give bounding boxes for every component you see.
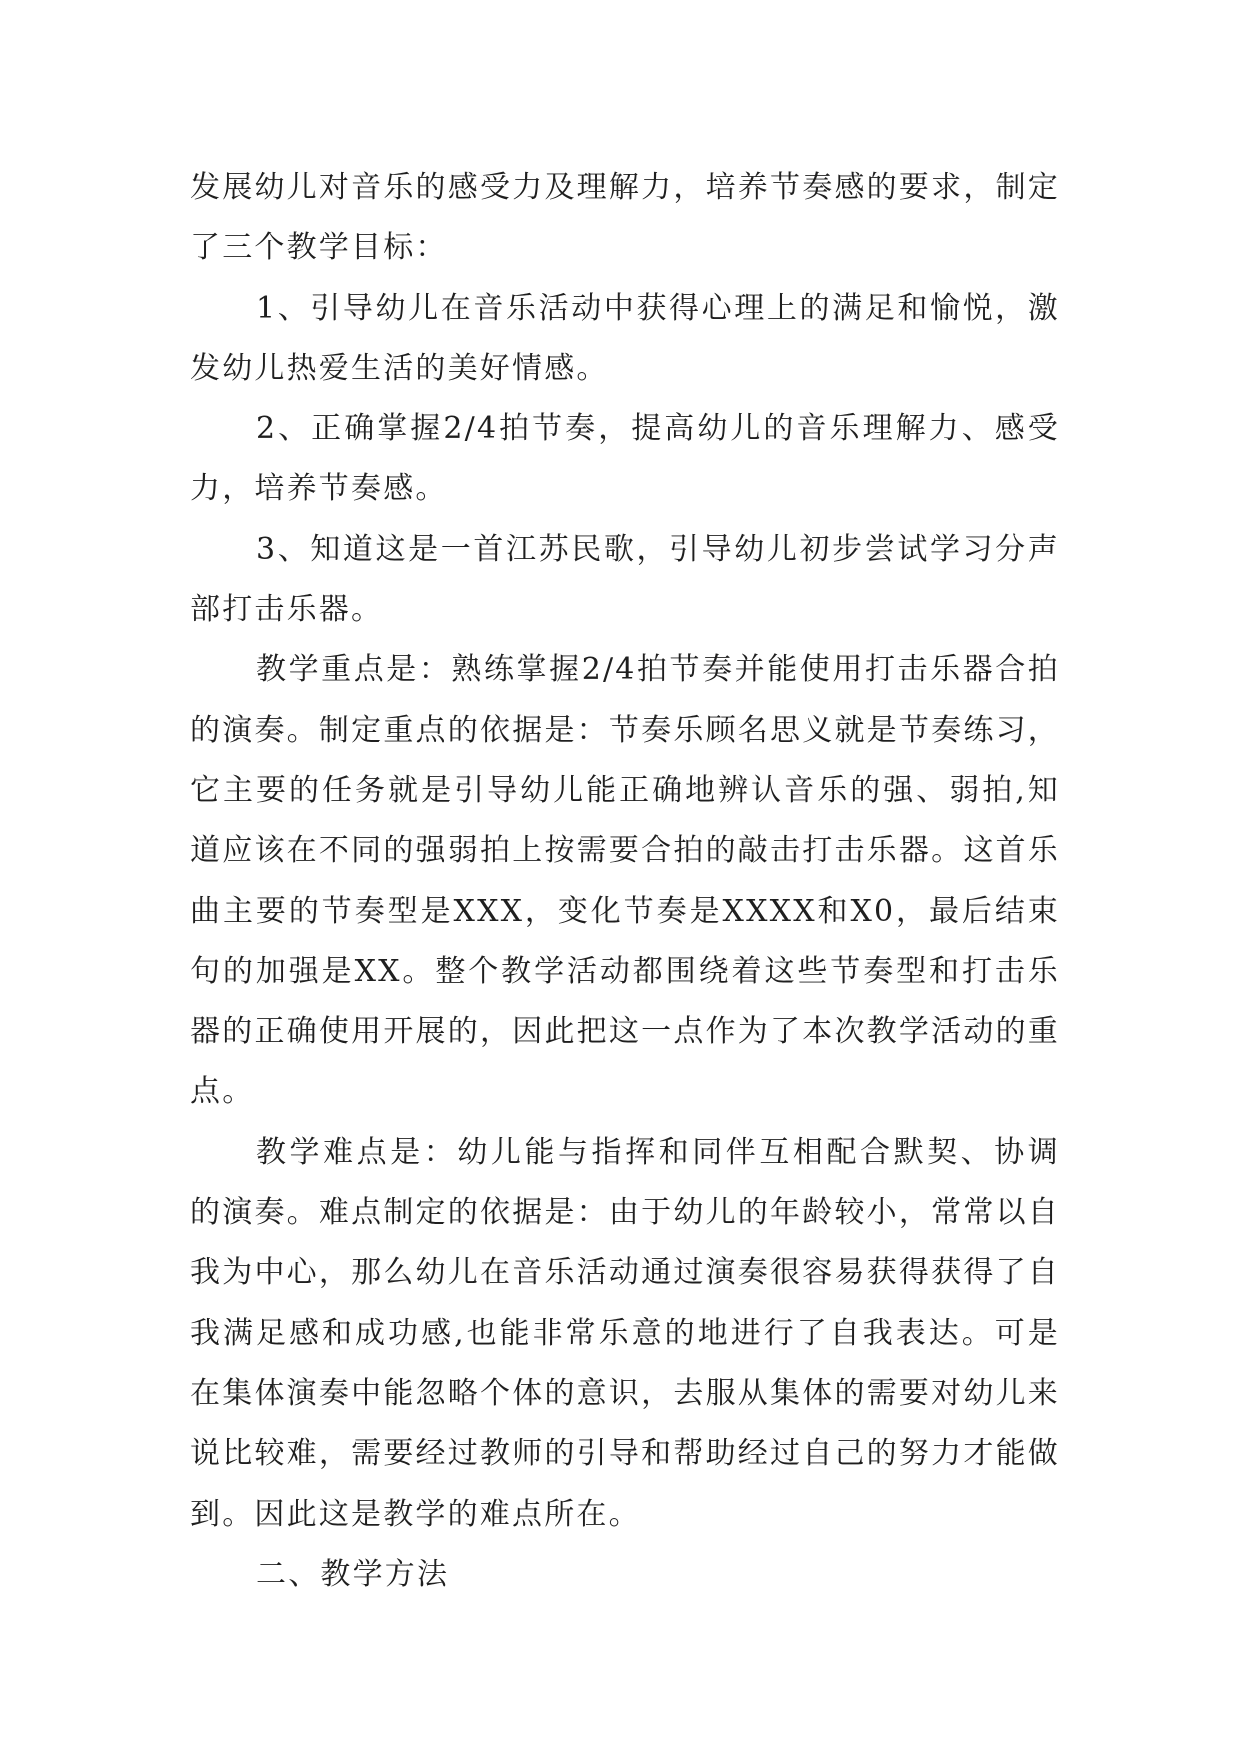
- body-text: [190, 158, 1060, 1605]
- goal-3-paragraph: 3、知道这是一首江苏民歌，引导幼儿初步尝试学习分声部打击乐器。: [190, 531, 1060, 628]
- goal-1-paragraph: 1、引导幼儿在音乐活动中获得心理上的满足和愉悦，激发幼儿热爱生活的美好情感。: [190, 290, 1060, 386]
- key-point-paragraph: 教学重点是：熟练掌握2/4拍节奏并能使用打击乐器合拍的演奏。制定重点的依据是：节奏乐顾名思义就是节奏练习，它主要的任务就是引导幼儿能正确地辨认音乐的强、弱拍,知道应该在不同的强弱拍上按需要合拍的敲击打击乐器。这首乐曲主要的节奏型是XXX，变化节奏是XXXX和X0，最后结束句的加强是XX。整个教学活动都围绕着这些节奏型和打击乐器的正确使用开展的，因此把这一点作为了本次教学活动的重点。: [190, 652, 1060, 1110]
- section-heading-teaching-methods: 二、教学方法: [256, 1556, 450, 1592]
- difficulty-paragraph: 教学难点是：幼儿能与指挥和同伴互相配合默契、协调的演奏。难点制定的依据是：由于幼儿的年龄较小，常常以自我为中心，那么幼儿在音乐活动通过演奏很容易获得获得了自我满足感和成功感,也能非常乐意的地进行了自我表达。可是在集体演奏中能忽略个体的意识，去服从集体的需要对幼儿来说比较难，需要经过教师的引导和帮助经过自己的努力才能做到。因此这是教学的难点所在。: [190, 1134, 1060, 1532]
- intro-paragraph: 发展幼儿对音乐的感受力及理解力，培养节奏感的要求，制定了三个教学目标：: [190, 170, 1060, 266]
- goal-2-paragraph: 2、正确掌握2/4拍节奏，提高幼儿的音乐理解力、感受力，培养节奏感。: [190, 411, 1060, 507]
